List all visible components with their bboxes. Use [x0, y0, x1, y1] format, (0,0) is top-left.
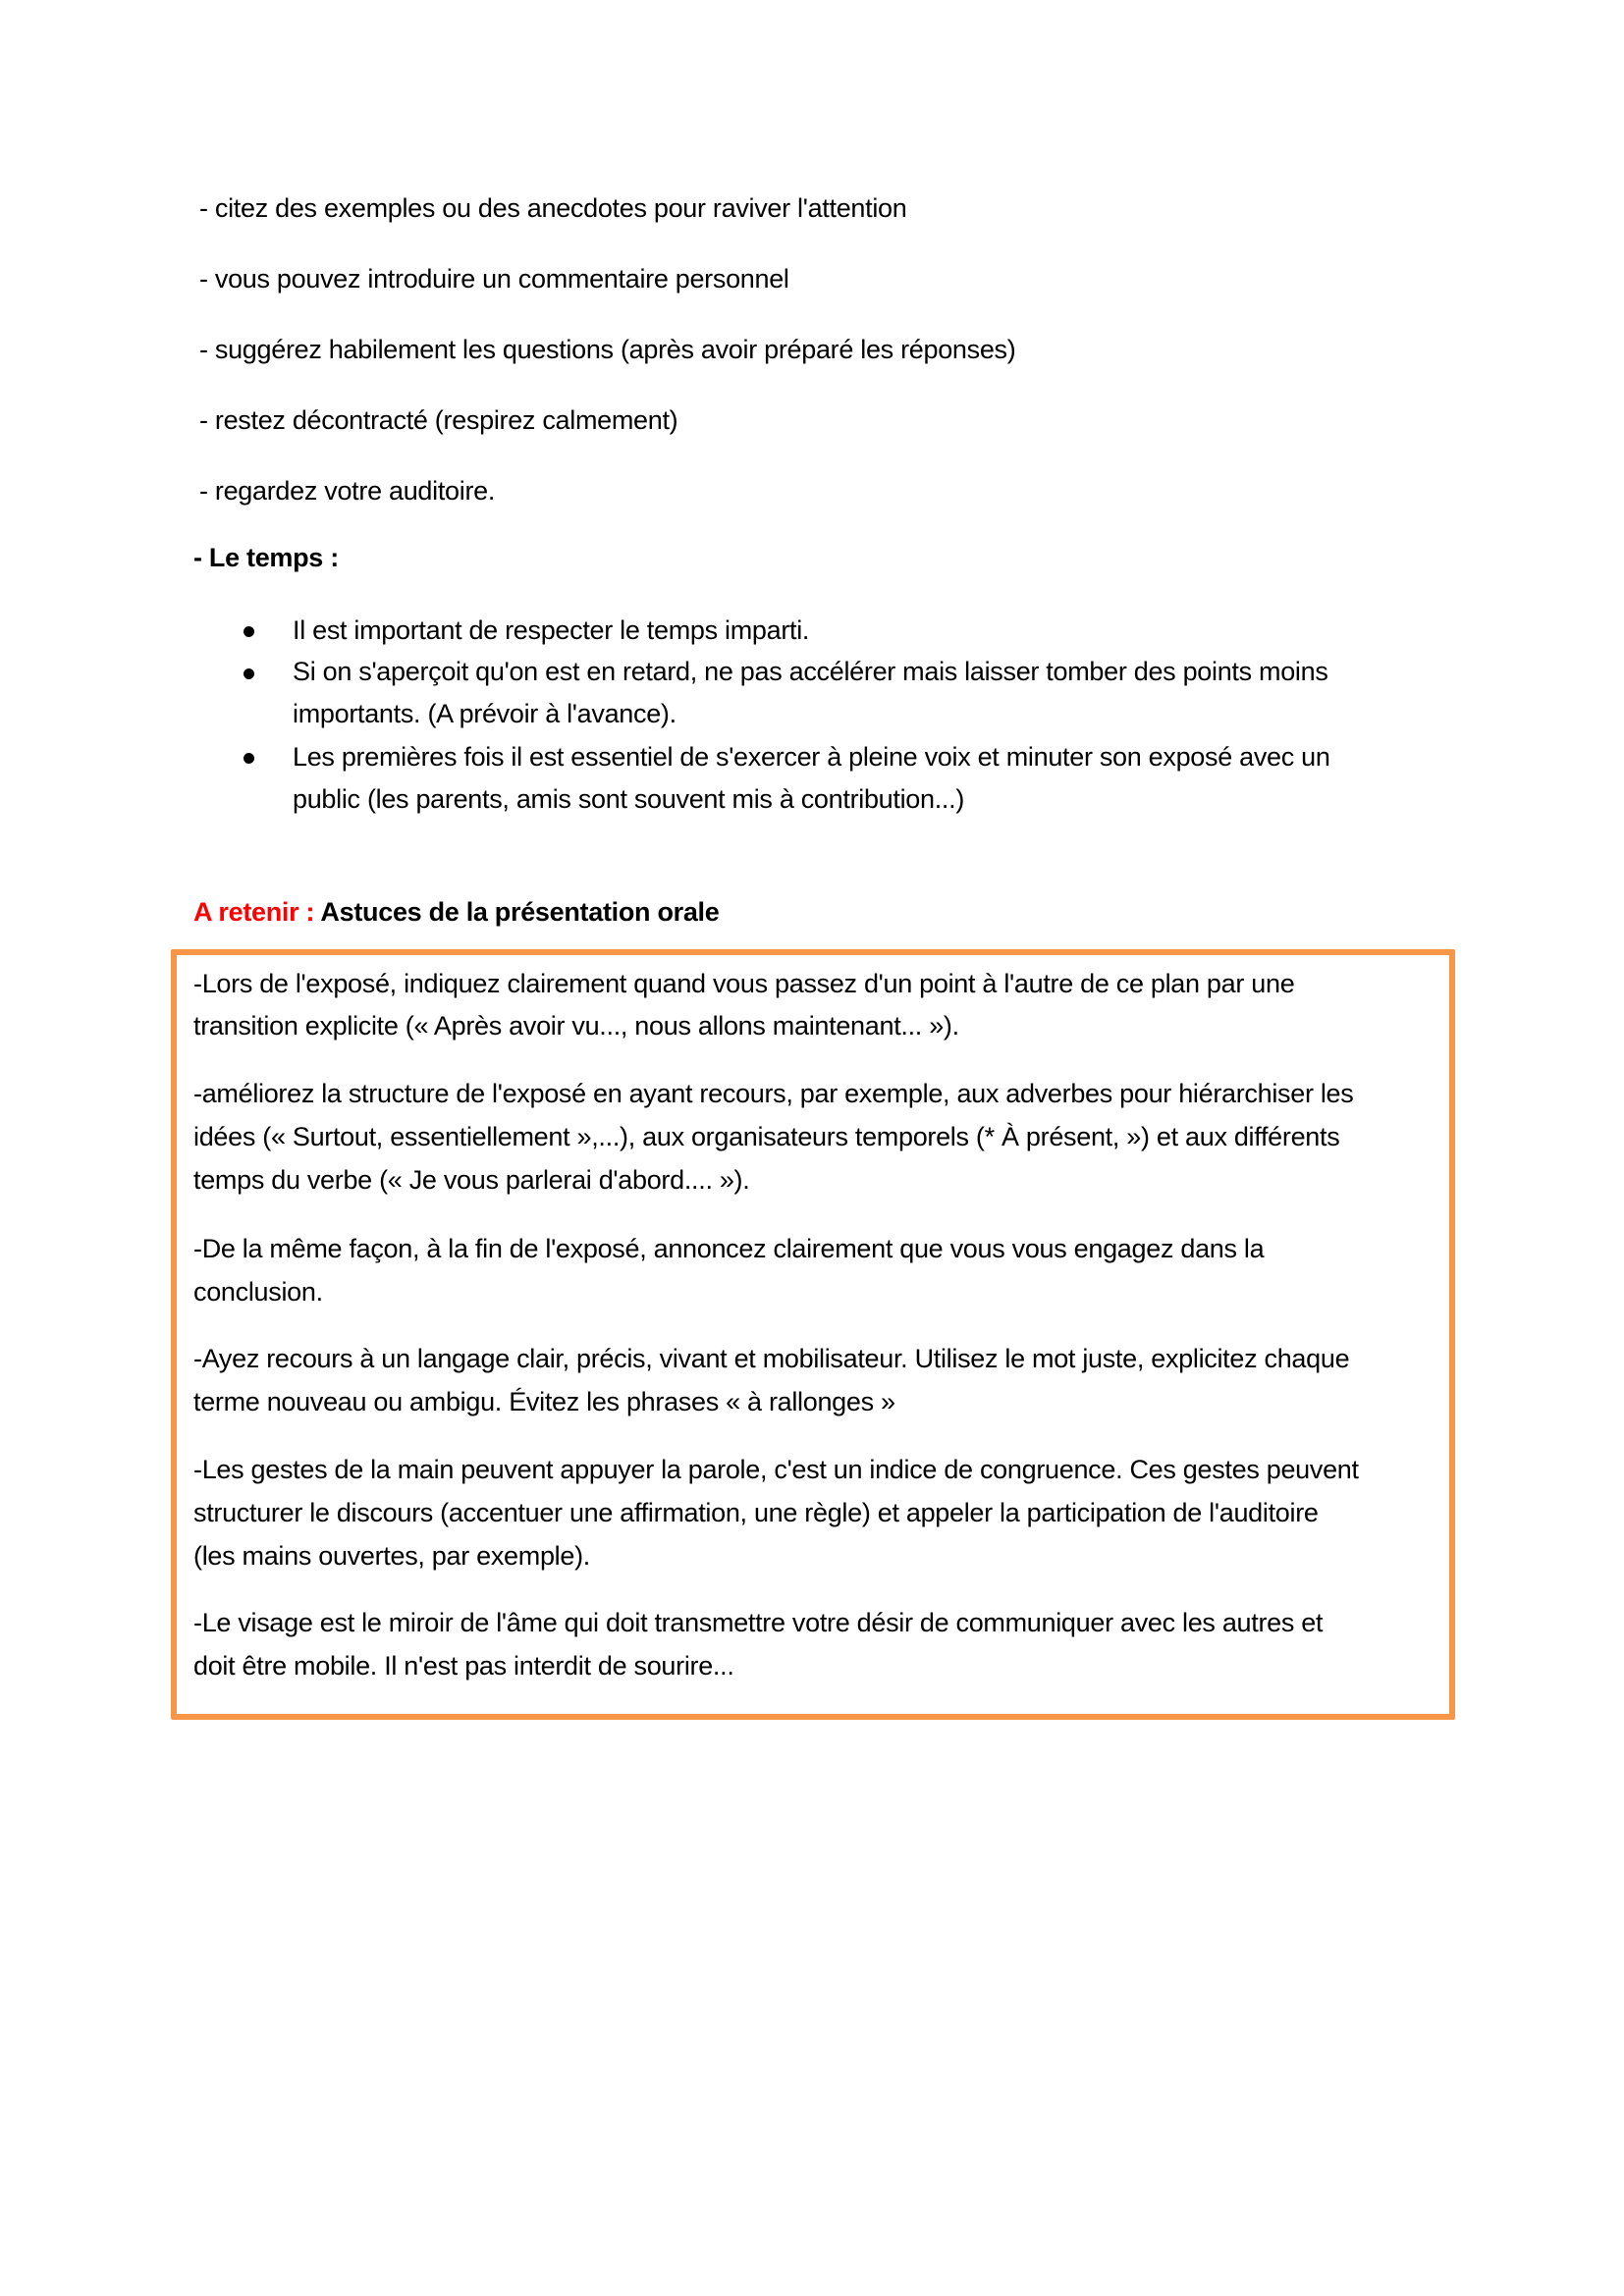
tips-box [171, 949, 1455, 1720]
tip-text: transition explicite (« Après avoir vu..., nous allons maintenant... »). [193, 1011, 959, 1041]
section-title-time: - Le temps : [193, 543, 339, 572]
tip-text: (les mains ouvertes, par exemple). [193, 1541, 590, 1571]
bullet-icon [244, 753, 254, 764]
tip-text: doit être mobile. Il n'est pas interdit de sourire... [193, 1651, 734, 1681]
bullet-text: Les premières fois il est essentiel de s'exercer à pleine voix et minuter son exposé avec un [293, 742, 1330, 772]
tip-text: temps du verbe (« Je vous parlerai d'abord.... »). [193, 1165, 750, 1195]
tip-text: -Le visage est le miroir de l'âme qui doit transmettre votre désir de communiquer avec les autres et [193, 1608, 1324, 1637]
retenir-title: Astuces de la présentation orale [314, 897, 720, 927]
bullet-text-continuation: importants. (A prévoir à l'avance). [293, 699, 677, 728]
bullet-icon [244, 626, 254, 637]
intro-point: - suggérez habilement les questions (après avoir préparé les réponses) [199, 335, 1016, 364]
retenir-label: A retenir : [193, 897, 315, 927]
bullet-icon [244, 668, 254, 679]
bullet-text-continuation: public (les parents, amis sont souvent mis à contribution...) [293, 784, 965, 814]
intro-point: - regardez votre auditoire. [199, 476, 496, 506]
intro-point: - citez des exemples ou des anecdotes pour raviver l'attention [199, 193, 907, 223]
bullet-text: Il est important de respecter le temps imparti. [293, 615, 810, 645]
intro-point: - restez décontracté (respirez calmement) [199, 405, 678, 435]
tip-text: structurer le discours (accentuer une affirmation, une règle) et appeler la participation de l'auditoire [193, 1498, 1319, 1527]
tip-text: -Ayez recours à un langage clair, précis, vivant et mobilisateur. Utilisez le mot juste, explicitez chaque [193, 1344, 1350, 1373]
bullet-text: Si on s'aperçoit qu'on est en retard, ne pas accélérer mais laisser tomber des points moins [293, 657, 1328, 686]
intro-point: - vous pouvez introduire un commentaire personnel [199, 264, 789, 294]
tip-text: -améliorez la structure de l'exposé en ayant recours, par exemple, aux adverbes pour hiérarchiser les [193, 1079, 1354, 1108]
retenir-heading [193, 895, 719, 929]
tip-text: -De la même façon, à la fin de l'exposé, annoncez clairement que vous vous engagez dans la [193, 1234, 1265, 1263]
tip-text: idées (« Surtout, essentiellement »,...), aux organisateurs temporels (* À présent, ») et aux différents [193, 1122, 1340, 1151]
tip-text: -Lors de l'exposé, indiquez clairement quand vous passez d'un point à l'autre de ce plan par une [193, 969, 1295, 998]
tip-text: terme nouveau ou ambigu. Évitez les phrases « à rallonges » [193, 1387, 895, 1416]
tip-text: -Les gestes de la main peuvent appuyer la parole, c'est un indice de congruence. Ces gestes peuvent [193, 1455, 1359, 1484]
tip-text: conclusion. [193, 1277, 323, 1307]
